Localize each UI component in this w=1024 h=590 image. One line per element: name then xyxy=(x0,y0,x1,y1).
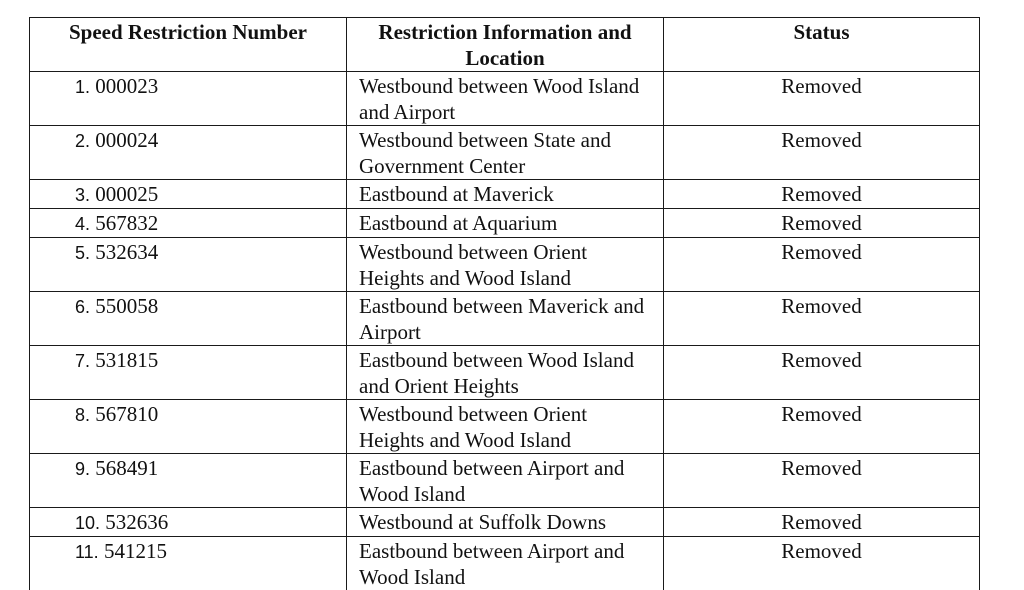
restriction-number-cell xyxy=(30,72,347,126)
restriction-number-cell xyxy=(30,508,347,537)
row-index: 3. xyxy=(75,185,90,205)
table-row xyxy=(30,126,980,180)
restriction-status: Removed xyxy=(664,346,980,400)
restriction-location: Eastbound between Airport and Wood Island xyxy=(347,454,664,508)
restriction-number-cell xyxy=(30,238,347,292)
restriction-number: 541215 xyxy=(104,539,167,563)
restriction-number: 531815 xyxy=(95,348,158,372)
speed-restriction-table xyxy=(29,17,980,590)
table-row xyxy=(30,292,980,346)
restriction-number: 000025 xyxy=(95,182,158,206)
table-row xyxy=(30,180,980,209)
restriction-location: Eastbound at Aquarium xyxy=(347,209,664,238)
row-index: 4. xyxy=(75,214,90,234)
restriction-number-cell xyxy=(30,346,347,400)
table-row xyxy=(30,537,980,590)
table-row xyxy=(30,346,980,400)
restriction-number: 567832 xyxy=(95,211,158,235)
row-index: 11. xyxy=(75,542,99,562)
row-index: 10. xyxy=(75,513,100,533)
restriction-location: Westbound at Suffolk Downs xyxy=(347,508,664,537)
table-row xyxy=(30,72,980,126)
restriction-status: Removed xyxy=(664,454,980,508)
restriction-status: Removed xyxy=(664,292,980,346)
row-index: 7. xyxy=(75,351,90,371)
restriction-location: Eastbound between Maverick and Airport xyxy=(347,292,664,346)
column-header-status: Status xyxy=(664,18,980,72)
restriction-number: 532634 xyxy=(95,240,158,264)
restriction-number: 532636 xyxy=(105,510,168,534)
row-index: 1. xyxy=(75,77,90,97)
restriction-status: Removed xyxy=(664,126,980,180)
table-row xyxy=(30,508,980,537)
restriction-number: 000024 xyxy=(95,128,158,152)
restriction-status: Removed xyxy=(664,209,980,238)
table-row xyxy=(30,209,980,238)
header-row xyxy=(30,18,980,72)
restriction-number-cell xyxy=(30,292,347,346)
row-index: 5. xyxy=(75,243,90,263)
restriction-number-cell xyxy=(30,454,347,508)
restriction-number: 550058 xyxy=(95,294,158,318)
restriction-location: Westbound between Orient Heights and Wood Island xyxy=(347,400,664,454)
row-index: 8. xyxy=(75,405,90,425)
restriction-number-cell xyxy=(30,180,347,209)
row-index: 6. xyxy=(75,297,90,317)
restriction-status: Removed xyxy=(664,238,980,292)
restriction-location: Eastbound at Maverick xyxy=(347,180,664,209)
row-index: 2. xyxy=(75,131,90,151)
restriction-location: Westbound between State and Government Center xyxy=(347,126,664,180)
restriction-location: Eastbound between Wood Island and Orient Heights xyxy=(347,346,664,400)
column-header-number: Speed Restriction Number xyxy=(30,18,347,72)
restriction-number: 568491 xyxy=(95,456,158,480)
restriction-status: Removed xyxy=(664,72,980,126)
restriction-status: Removed xyxy=(664,537,980,590)
table-row xyxy=(30,400,980,454)
restriction-location: Westbound between Wood Island and Airport xyxy=(347,72,664,126)
restriction-number-cell xyxy=(30,537,347,590)
row-index: 9. xyxy=(75,459,90,479)
restriction-status: Removed xyxy=(664,508,980,537)
restriction-number: 567810 xyxy=(95,402,158,426)
table-row xyxy=(30,238,980,292)
restriction-location: Eastbound between Airport and Wood Island xyxy=(347,537,664,590)
restriction-status: Removed xyxy=(664,180,980,209)
table-row xyxy=(30,454,980,508)
restriction-status: Removed xyxy=(664,400,980,454)
restriction-number-cell xyxy=(30,126,347,180)
restriction-number-cell xyxy=(30,400,347,454)
restriction-number-cell xyxy=(30,209,347,238)
restriction-location: Westbound between Orient Heights and Wood Island xyxy=(347,238,664,292)
restriction-number: 000023 xyxy=(95,74,158,98)
column-header-location: Restriction Information and Location xyxy=(347,18,664,72)
